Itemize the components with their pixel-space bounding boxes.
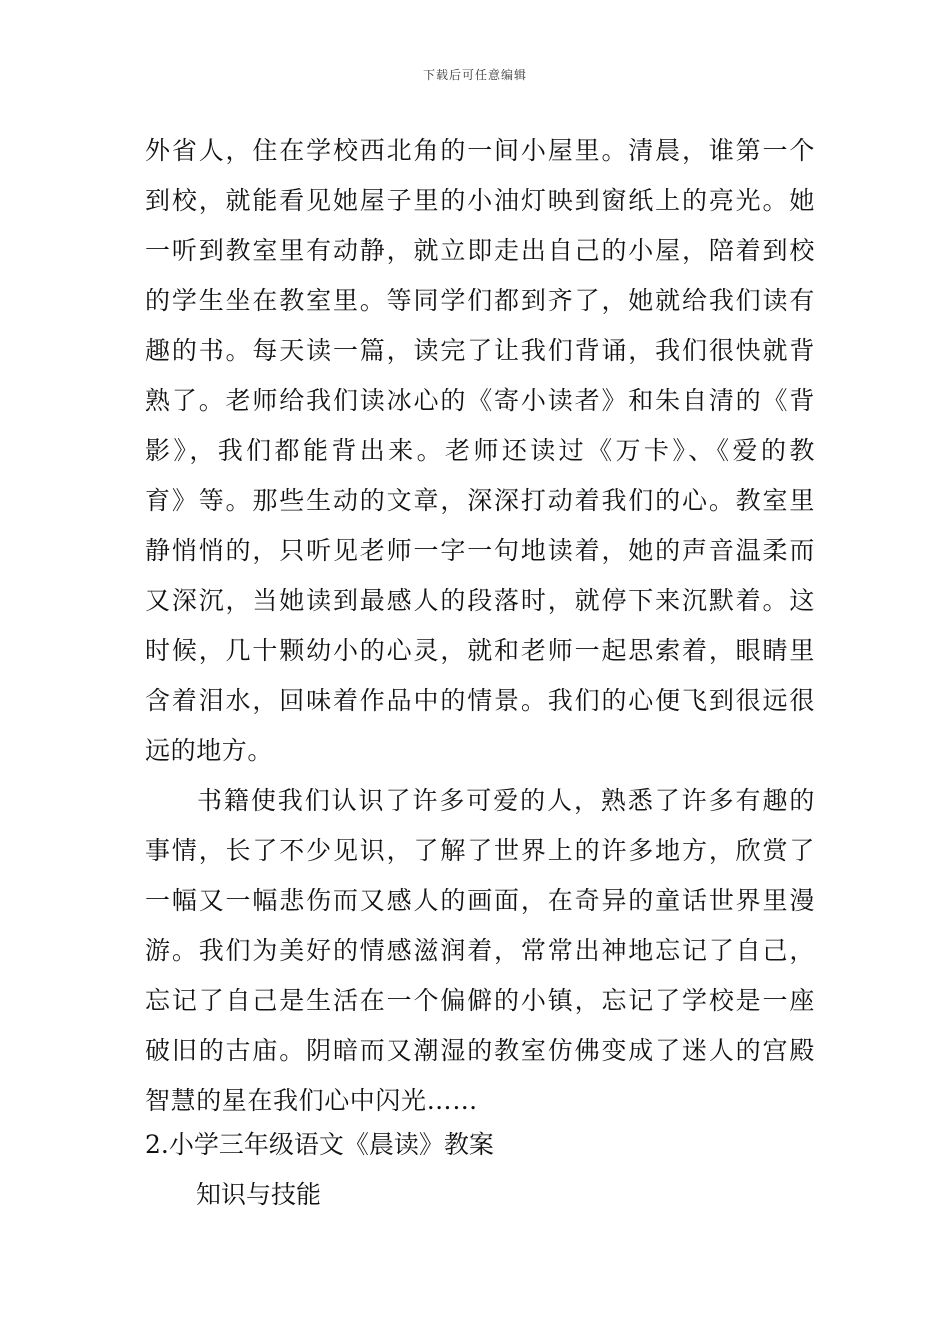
text-line: 含着泪水，回味着作品中的情景。我们的心便飞到很远很 (145, 686, 815, 715)
text-line: 智慧的星在我们心中闪光…… (145, 1086, 478, 1115)
section-title: 2.小学三年级语文《晨读》教案 (145, 1130, 494, 1159)
text-line: 到校，就能看见她屋子里的小油灯映到窗纸上的亮光。她 (145, 186, 815, 215)
text-line: 影》，我们都能背出来。老师还读过《万卡》、《爱的教 (145, 436, 815, 465)
text-line: 时候，几十颗幼小的心灵，就和老师一起思索着，眼睛里 (145, 636, 815, 665)
text-line: 远的地方。 (145, 736, 274, 765)
text-line: 一听到教室里有动静，就立即走出自己的小屋，陪着到校 (145, 236, 815, 265)
text-line: 又深沉，当她读到最感人的段落时，就停下来沉默着。这 (145, 586, 815, 615)
paragraph-2 (145, 776, 815, 1126)
text-line: 破旧的古庙。阴暗而又潮湿的教室仿佛变成了迷人的宫殿 (145, 1036, 815, 1065)
text-line: 静悄悄的，只听见老师一字一句地读着，她的声音温柔而 (145, 536, 815, 565)
text-line: 忘记了自己是生活在一个偏僻的小镇，忘记了学校是一座 (145, 986, 815, 1015)
text-line: 一幅又一幅悲伤而又感人的画面，在奇异的童话世界里漫 (145, 886, 815, 915)
text-line: 熟了。老师给我们读冰心的《寄小读者》和朱自清的《背 (145, 386, 815, 415)
text-line: 书籍使我们认识了许多可爱的人，熟悉了许多有趣的 (197, 786, 815, 815)
text-line: 育》等。那些生动的文章，深深打动着我们的心。教室里 (145, 486, 815, 515)
page-header: 下载后可任意编辑 (422, 68, 527, 82)
paragraph-1 (145, 126, 815, 776)
section-subtitle: 知识与技能 (196, 1180, 322, 1209)
text-line: 趣的书。每天读一篇，读完了让我们背诵，我们很快就背 (145, 336, 815, 365)
text-line: 外省人，住在学校西北角的一间小屋里。清晨，谁第一个 (145, 136, 815, 165)
body-text (145, 126, 815, 1126)
text-line: 的学生坐在教室里。等同学们都到齐了，她就给我们读有 (145, 286, 815, 315)
text-line: 游。我们为美好的情感滋润着，常常出神地忘记了自己， (145, 936, 815, 965)
text-line: 事情，长了不少见识，了解了世界上的许多地方，欣赏了 (145, 836, 815, 865)
